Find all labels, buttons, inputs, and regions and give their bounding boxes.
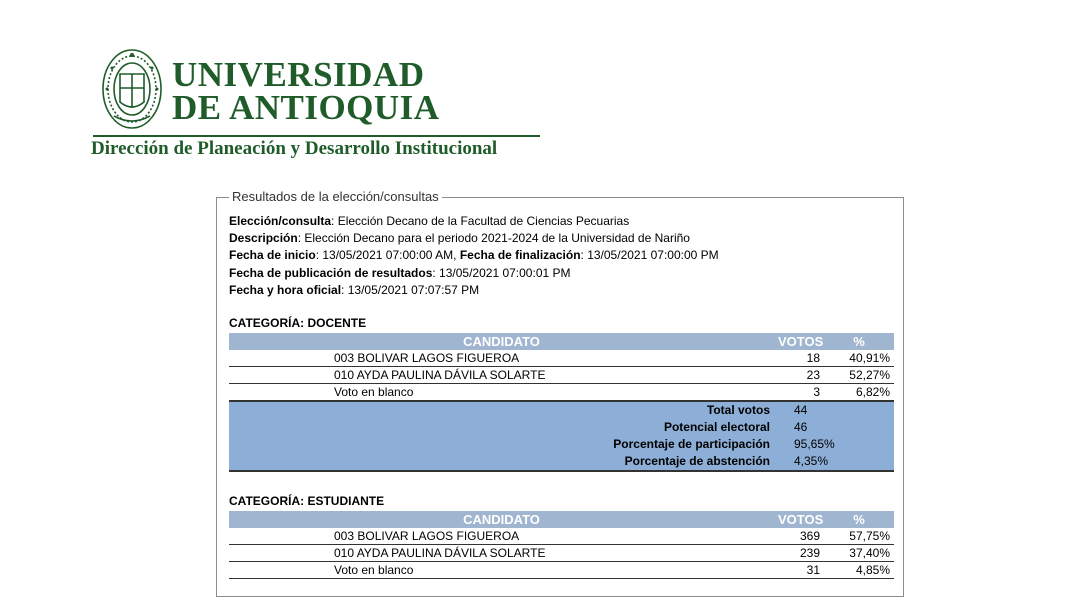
descripcion-label: Descripción xyxy=(229,231,298,246)
table-row xyxy=(229,545,894,562)
eleccion-label: Elección/consulta xyxy=(229,214,332,228)
eleccion-value: : Elección Decano de la Facultad de Ciencias Pecuarias xyxy=(331,214,630,228)
table-row xyxy=(229,528,894,545)
summary-value: 44 xyxy=(774,401,894,419)
candidate-name: Voto en blanco xyxy=(229,562,774,579)
summary-value: 4,35% xyxy=(774,453,894,471)
summary-label: Porcentaje de abstención xyxy=(229,453,774,471)
table-row xyxy=(229,350,894,367)
candidate-name: 010 AYDA PAULINA DÁVILA SOLARTE xyxy=(229,545,774,562)
results-legend: Resultados de la elección/consultas xyxy=(229,189,442,204)
candidate-pct: 4,85% xyxy=(824,562,894,579)
university-seal-icon xyxy=(100,46,164,132)
candidate-name: Voto en blanco xyxy=(229,384,774,402)
summary-value: 46 xyxy=(774,419,894,436)
candidate-name: 010 AYDA PAULINA DÁVILA SOLARTE xyxy=(229,367,774,384)
candidate-votes: 31 xyxy=(774,562,824,579)
category-title-estudiante: CATEGORÍA: ESTUDIANTE xyxy=(229,494,385,508)
election-metadata xyxy=(229,213,719,299)
results-fieldset xyxy=(216,189,904,597)
results-table-estudiante xyxy=(229,511,894,579)
results-table-docente xyxy=(229,333,894,472)
header-votos: VOTOS xyxy=(774,511,824,528)
summary-label: Potencial electoral xyxy=(229,419,774,436)
category-title-docente: CATEGORÍA: DOCENTE xyxy=(229,316,367,330)
oficial-label: Fecha y hora oficial xyxy=(229,282,342,297)
candidate-votes: 18 xyxy=(774,350,824,367)
meta-row-publicacion xyxy=(229,265,719,282)
table-header-row xyxy=(229,511,894,528)
header-pct: % xyxy=(824,511,894,528)
meta-row-fechas xyxy=(229,247,719,264)
table-row xyxy=(229,384,894,402)
candidate-name: 003 BOLIVAR LAGOS FIGUEROA xyxy=(229,528,774,545)
summary-row-abstencion xyxy=(229,453,894,471)
candidate-votes: 369 xyxy=(774,528,824,545)
oficial-value: : 13/05/2021 07:07:57 PM xyxy=(341,282,480,297)
candidate-votes: 23 xyxy=(774,367,824,384)
inicio-value: : 13/05/2021 07:00:00 AM, xyxy=(315,248,460,263)
meta-row-descripcion xyxy=(229,230,719,247)
table-row xyxy=(229,367,894,384)
candidate-pct: 6,82% xyxy=(824,384,894,402)
inicio-label: Fecha de inicio xyxy=(229,248,316,263)
header-votos: VOTOS xyxy=(774,333,824,350)
summary-row-total-votos xyxy=(229,401,894,419)
candidate-pct: 57,75% xyxy=(824,528,894,545)
candidate-votes: 239 xyxy=(774,545,824,562)
candidate-pct: 52,27% xyxy=(824,367,894,384)
dependencia-title: Dirección de Planeación y Desarrollo Institucional xyxy=(91,138,498,159)
university-name xyxy=(172,55,440,127)
meta-row-eleccion xyxy=(229,213,719,230)
summary-row-participacion xyxy=(229,436,894,453)
header-pct: % xyxy=(824,333,894,350)
summary-label: Total votos xyxy=(229,401,774,419)
candidate-pct: 40,91% xyxy=(824,350,894,367)
header-candidato: CANDIDATO xyxy=(229,333,774,350)
candidate-name: 003 BOLIVAR LAGOS FIGUEROA xyxy=(229,350,774,367)
publicacion-value: : 13/05/2021 07:00:01 PM xyxy=(432,265,571,280)
table-row xyxy=(229,562,894,579)
header-divider xyxy=(93,135,540,137)
table-header-row xyxy=(229,333,894,350)
summary-value: 95,65% xyxy=(774,436,894,453)
candidate-pct: 37,40% xyxy=(824,545,894,562)
meta-row-oficial xyxy=(229,282,719,299)
summary-row-potencial xyxy=(229,419,894,436)
university-name-line1: UNIVERSIDAD xyxy=(172,55,425,94)
candidate-votes: 3 xyxy=(774,384,824,402)
publicacion-label: Fecha de publicación de resultados xyxy=(229,265,433,280)
university-name-line2: DE ANTIOQUIA xyxy=(172,88,440,127)
summary-label: Porcentaje de participación xyxy=(229,436,774,453)
header-candidato: CANDIDATO xyxy=(229,511,774,528)
descripcion-value: : Elección Decano para el periodo 2021-2024 de la Universidad de Nariño xyxy=(297,231,690,246)
fin-label: Fecha de finalización xyxy=(459,248,581,263)
fin-value: : 13/05/2021 07:00:00 PM xyxy=(580,248,719,263)
